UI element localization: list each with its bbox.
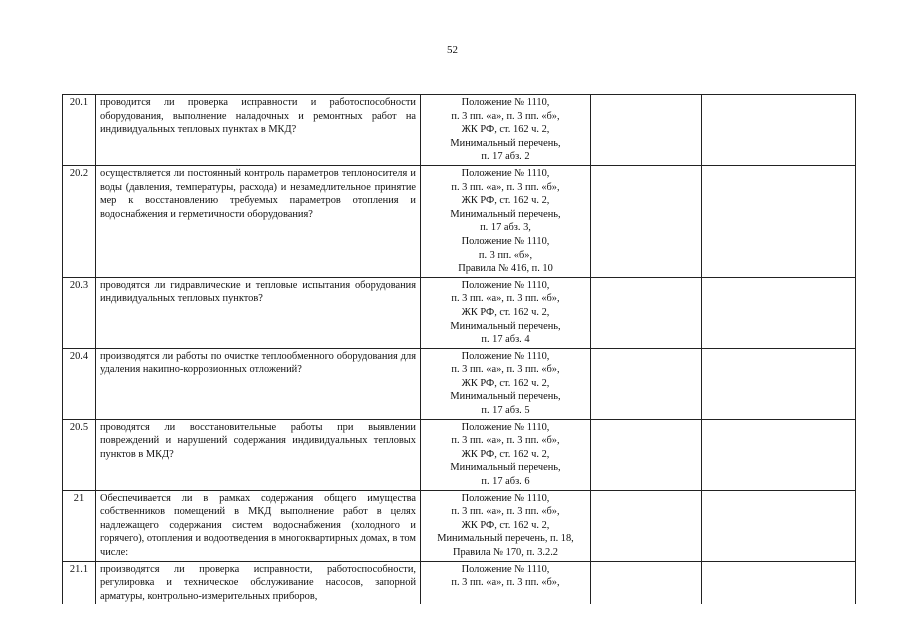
checklist-table [62, 94, 856, 604]
reference-line: Положение № 1110, [461, 563, 550, 575]
answer-cell [591, 95, 702, 166]
reference-line: ЖК РФ, ст. 162 ч. 2, [461, 124, 550, 136]
checklist-body [63, 95, 856, 605]
reference-line: ЖК РФ, ст. 162 ч. 2, [461, 377, 550, 389]
reference-line: п. 3 пп. «а», п. 3 пп. «б», [451, 506, 560, 518]
table-row [63, 419, 856, 490]
note-cell [702, 277, 856, 348]
reference-line: п. 3 пп. «а», п. 3 пп. «б», [451, 577, 560, 589]
reference-line: ЖК РФ, ст. 162 ч. 2, [461, 306, 550, 318]
reference-line: п. 17 абз. 5 [481, 405, 530, 417]
table-row [63, 277, 856, 348]
item-legal-reference [421, 95, 591, 166]
answer-cell [591, 419, 702, 490]
reference-line: ЖК РФ, ст. 162 ч. 2, [461, 519, 550, 531]
note-cell [702, 490, 856, 561]
reference-line: п. 3 пп. «а», п. 3 пп. «б», [451, 181, 560, 193]
note-cell [702, 348, 856, 419]
item-question: Обеспечивается ли в рамках содержания общего имущества собственников помещений в МКД выполнение работ в целях надлежащего содержания систем водоснабжения (холодного и горячего), отопления и водоотведения в многоквартирных домах, в том числе: [96, 490, 421, 561]
reference-line: п. 3 пп. «а», п. 3 пп. «б», [451, 364, 560, 376]
reference-line: Правила № 416, п. 10 [458, 263, 553, 275]
item-question: производятся ли работы по очистке теплообменного оборудования для удаления накипно-коррозионных отложений? [96, 348, 421, 419]
item-legal-reference [421, 561, 591, 604]
reference-line: ЖК РФ, ст. 162 ч. 2, [461, 448, 550, 460]
reference-line: Положение № 1110, [461, 492, 550, 504]
item-question: осуществляется ли постоянный контроль параметров теплоносителя и воды (давления, температуры, расхода) и незамедлительное принятие мер к восстановлению требуемых параметров отопления и водоснабжения и герметичности оборудования? [96, 165, 421, 277]
reference-line: п. 3 пп. «а», п. 3 пп. «б», [451, 435, 560, 447]
item-number: 20.4 [63, 348, 96, 419]
reference-line: Минимальный перечень, [450, 137, 561, 149]
table-row [63, 490, 856, 561]
reference-line: п. 3 пп. «а», п. 3 пп. «б», [451, 293, 560, 305]
reference-line: Положение № 1110, [461, 235, 550, 247]
answer-cell [591, 277, 702, 348]
table-row [63, 95, 856, 166]
item-number: 21.1 [63, 561, 96, 604]
item-number: 20.1 [63, 95, 96, 166]
reference-line: Положение № 1110, [461, 97, 550, 108]
answer-cell [591, 490, 702, 561]
item-legal-reference [421, 348, 591, 419]
reference-line: ЖК РФ, ст. 162 ч. 2, [461, 195, 550, 207]
reference-line: п. 3 пп. «б», [478, 249, 533, 261]
item-question: производятся ли проверка исправности, работоспособности, регулировка и техническое обслуживание насосов, запорной арматуры, контрольно-измерительных приборов, [96, 561, 421, 604]
reference-line: Минимальный перечень, [450, 462, 561, 474]
table-row [63, 561, 856, 604]
item-number: 20.2 [63, 165, 96, 277]
reference-line: Положение № 1110, [461, 279, 550, 291]
answer-cell [591, 348, 702, 419]
item-legal-reference [421, 277, 591, 348]
reference-line: п. 17 абз. 4 [481, 334, 530, 346]
item-number: 21 [63, 490, 96, 561]
reference-line: п. 17 абз. 2 [481, 151, 530, 163]
note-cell [702, 95, 856, 166]
reference-line: Минимальный перечень, [450, 391, 561, 403]
item-question: проводятся ли гидравлические и тепловые испытания оборудования индивидуальных тепловых пунктов? [96, 277, 421, 348]
reference-line: Минимальный перечень, п. 18, [437, 533, 574, 545]
reference-line: п. 17 абз. 6 [481, 476, 530, 488]
reference-line: Положение № 1110, [461, 421, 550, 433]
page-number: 52 [447, 44, 458, 56]
item-legal-reference [421, 165, 591, 277]
reference-line: Положение № 1110, [461, 167, 550, 179]
reference-line: п. 17 абз. 3, [480, 222, 531, 234]
reference-line: Положение № 1110, [461, 350, 550, 362]
table-row [63, 165, 856, 277]
table-row [63, 348, 856, 419]
note-cell [702, 165, 856, 277]
reference-line: Минимальный перечень, [450, 208, 561, 220]
reference-line: п. 3 пп. «а», п. 3 пп. «б», [451, 110, 560, 122]
item-question: проводится ли проверка исправности и работоспособности оборудования, выполнение наладочных и ремонтных работ на индивидуальных тепловых пунктах в МКД? [96, 95, 421, 166]
reference-line: Минимальный перечень, [450, 320, 561, 332]
note-cell [702, 561, 856, 604]
item-number: 20.3 [63, 277, 96, 348]
answer-cell [591, 165, 702, 277]
note-cell [702, 419, 856, 490]
item-number: 20.5 [63, 419, 96, 490]
item-question: проводятся ли восстановительные работы при выявлении повреждений и нарушений содержания индивидуальных тепловых пунктов в МКД? [96, 419, 421, 490]
item-legal-reference [421, 490, 591, 561]
answer-cell [591, 561, 702, 604]
item-legal-reference [421, 419, 591, 490]
reference-line: Правила № 170, п. 3.2.2 [452, 547, 558, 558]
